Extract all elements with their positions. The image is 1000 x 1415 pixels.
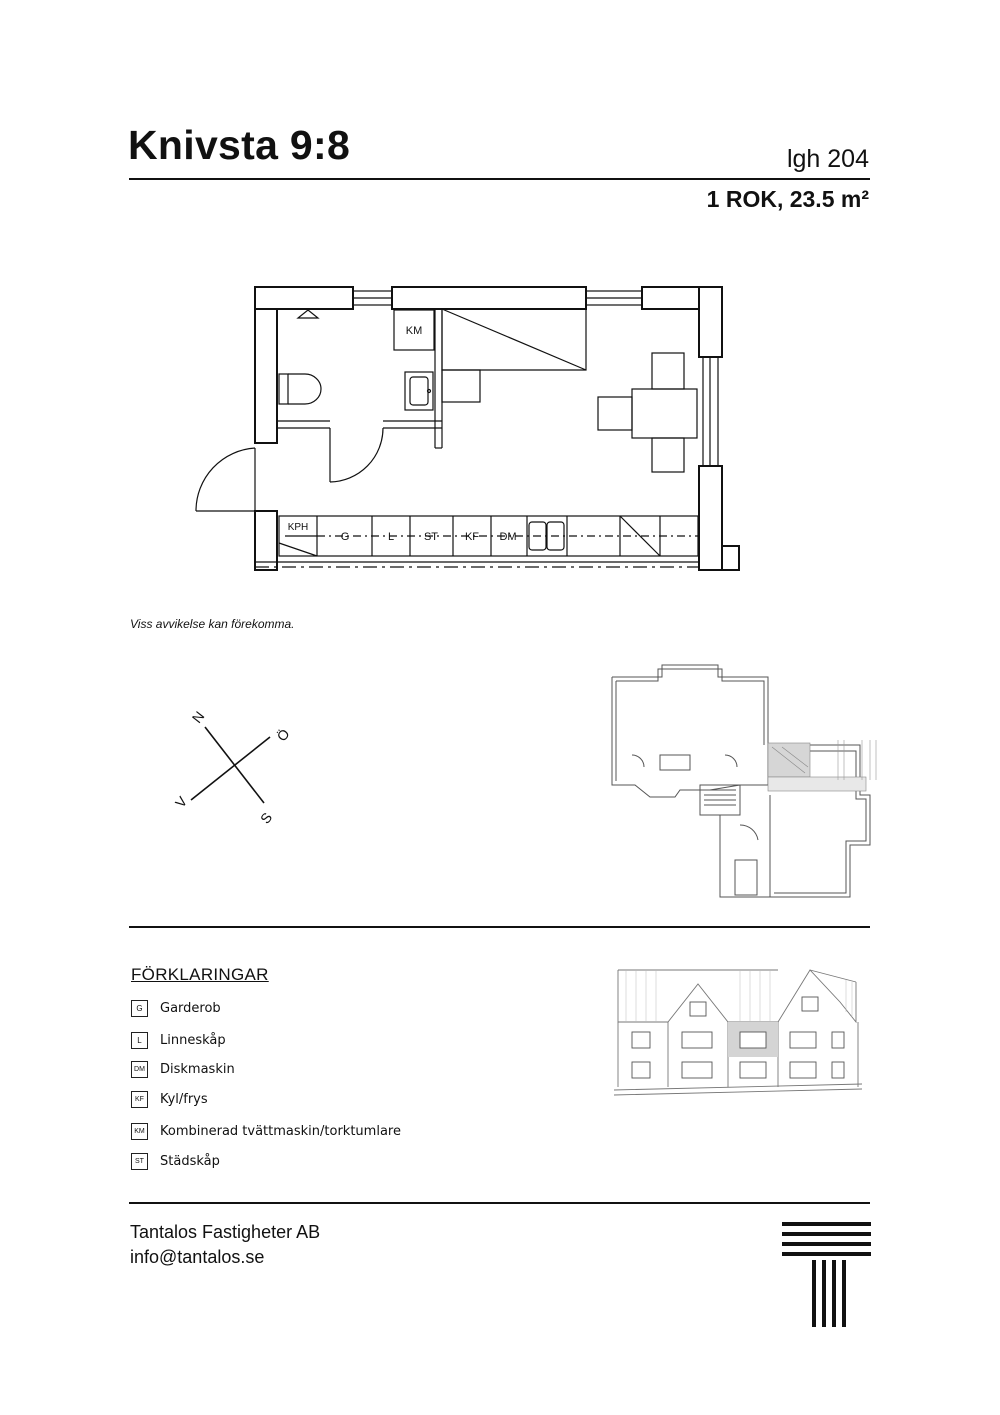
legend-item: [131, 998, 221, 1018]
legend-title: FÖRKLARINGAR: [131, 965, 269, 984]
compass-v: V: [171, 793, 191, 811]
legend-label: Städskåp: [160, 1153, 220, 1169]
compass-n: N: [188, 708, 208, 726]
kf-label: KF: [464, 531, 480, 543]
legend-label: Garderob: [160, 1000, 221, 1016]
legend-item: [131, 1059, 235, 1079]
apartment-size: 1 ROK, 23.5 m²: [706, 186, 869, 212]
tantalos-logo-icon: [780, 1218, 875, 1333]
legend-label: Linneskåp: [160, 1032, 226, 1048]
building-elevation: [610, 962, 870, 1102]
st-label: ST: [423, 531, 439, 543]
deviation-note: Viss avvikelse kan förekomma.: [130, 617, 295, 631]
legend-label: Kyl/frys: [160, 1091, 208, 1107]
compass-icon: [170, 700, 310, 830]
l-label: L: [387, 531, 395, 543]
legend-item: [131, 1030, 226, 1050]
legend-code: ST: [131, 1153, 148, 1170]
kph-label: KPH: [287, 522, 309, 533]
legend-item: [131, 1151, 220, 1171]
apartment-number: lgh 204: [786, 145, 869, 173]
legend-item: [131, 1121, 401, 1141]
footer-divider: [129, 1202, 870, 1204]
key-plan: [600, 655, 890, 905]
legend-code: L: [131, 1032, 148, 1049]
legend-code: KF: [131, 1091, 148, 1108]
section-divider: [129, 926, 870, 928]
property-title: Knivsta 9:8: [128, 122, 351, 168]
legend-code: G: [131, 1000, 148, 1017]
legend-code: KM: [131, 1123, 148, 1140]
dm-label: DM: [499, 531, 517, 543]
legend-label: Diskmaskin: [160, 1061, 235, 1077]
compass-o: Ö: [273, 725, 293, 745]
company-email[interactable]: info@tantalos.se: [130, 1247, 265, 1267]
company-name: Tantalos Fastigheter AB: [130, 1222, 321, 1242]
floor-plan: [0, 0, 1000, 620]
compass-s: S: [256, 809, 276, 827]
legend-item: [131, 1089, 208, 1109]
legend-label: Kombinerad tvättmaskin/torktumlare: [160, 1123, 401, 1139]
km-label: KM: [405, 325, 423, 337]
legend-code: DM: [131, 1061, 148, 1078]
g-label: G: [340, 531, 350, 543]
